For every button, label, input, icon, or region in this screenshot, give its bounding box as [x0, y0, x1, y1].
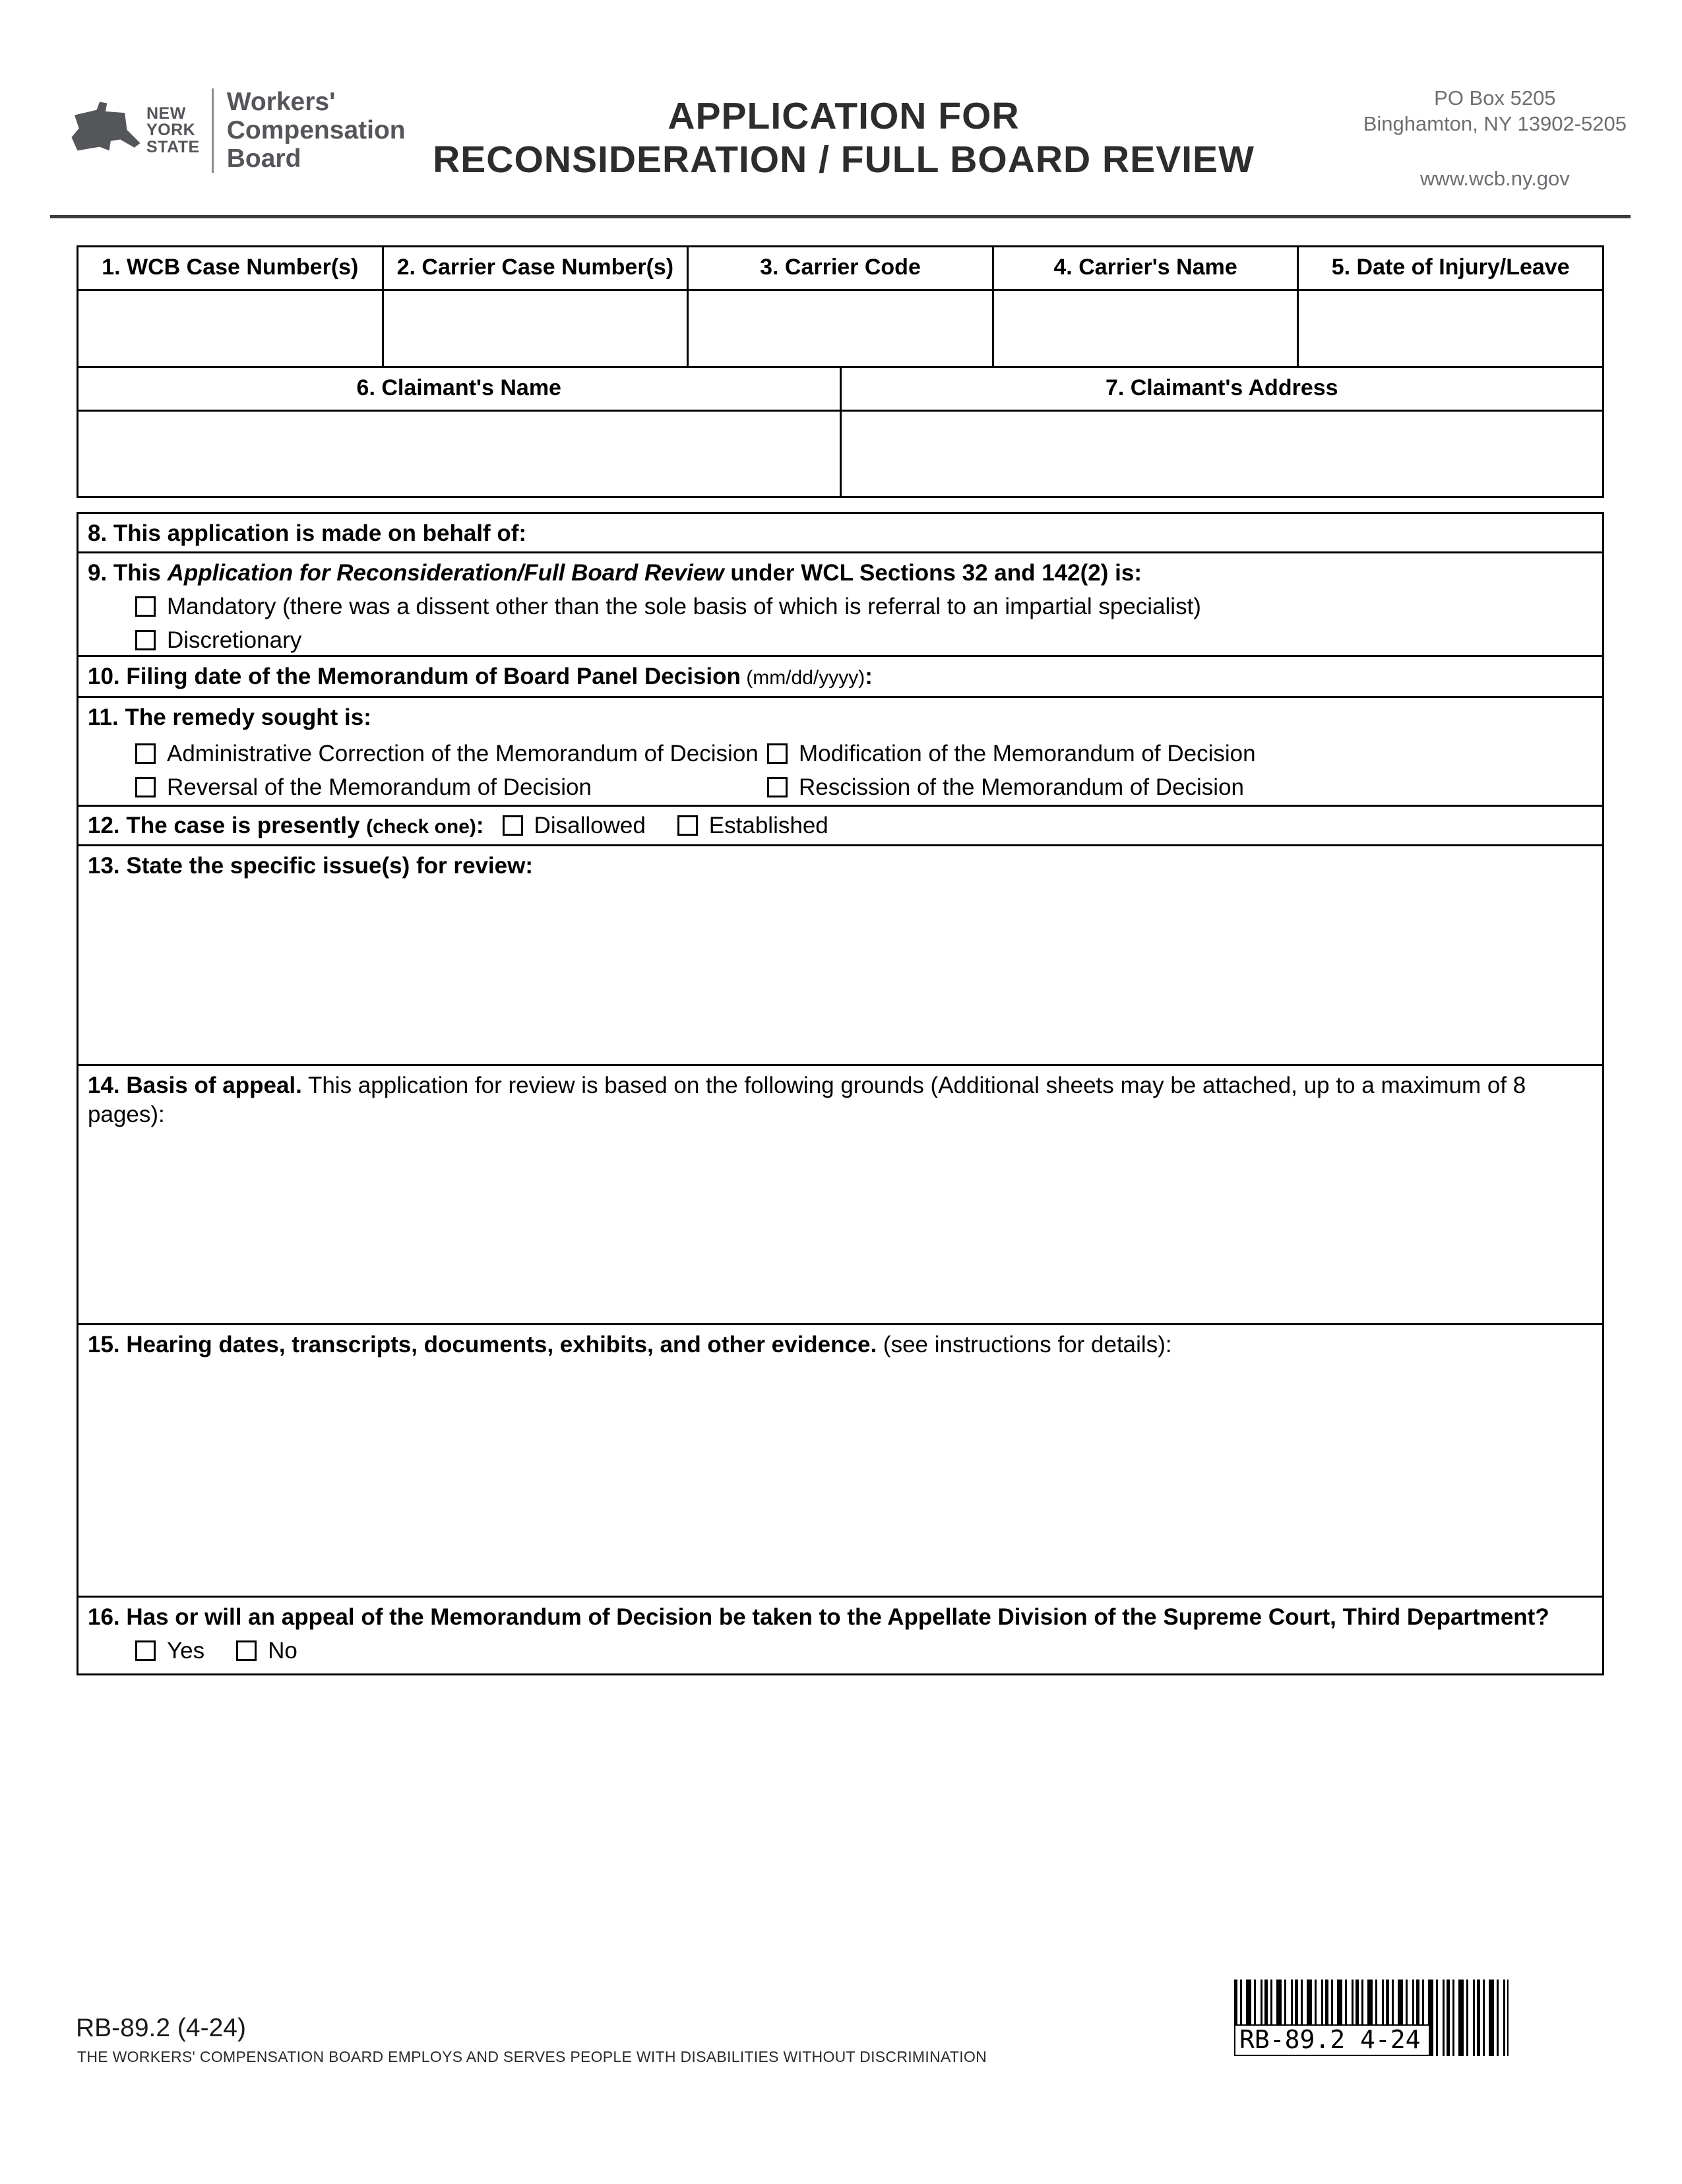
address-city: Binghamton, NY 13902-5205 — [1363, 111, 1627, 135]
remedy-options-left — [135, 735, 767, 802]
header — [50, 78, 1631, 218]
appeal-options — [135, 1637, 1593, 1666]
section-8-label: 8. This application is made on behalf of: — [88, 520, 527, 546]
checkbox-mandatory[interactable] — [135, 596, 156, 617]
address-po-box: PO Box 5205 — [1434, 86, 1556, 109]
ny-state-shape-icon — [69, 98, 142, 163]
section-14-label-bold: 14. Basis of appeal. — [88, 1073, 302, 1098]
section-9-label-suffix: under WCL Sections 32 and 142(2) is: — [724, 560, 1142, 586]
section-11-remedy — [78, 696, 1602, 805]
section-16-label: 16. Has or will an appeal of the Memorandum of Decision be taken to the Appellate Division of the Supreme Court, Third Department? — [88, 1604, 1549, 1630]
checkbox-appeal-yes[interactable] — [135, 1640, 156, 1661]
date-of-injury-input[interactable] — [1299, 291, 1602, 367]
section-15-label — [88, 1330, 1593, 1359]
field-label: 6. Claimant's Name — [78, 368, 840, 412]
logo-org-line: Compensation — [226, 115, 406, 144]
option-mandatory-label: Mandatory (there was a dissent other than the sole basis of which is referral to an impartial specialist) — [167, 593, 1201, 619]
checkbox-reversal[interactable] — [135, 777, 156, 797]
header-rule — [50, 215, 1631, 218]
section-9-application-type — [78, 551, 1602, 655]
field-label: 1. WCB Case Number(s) — [78, 247, 382, 291]
option-rescission-label: Rescission of the Memorandum of Decision — [799, 774, 1245, 800]
section-12-case-status — [78, 805, 1602, 844]
form-number: RB-89.2 (4-24) — [76, 2014, 246, 2042]
section-9-label — [88, 559, 1593, 588]
field-label: 5. Date of Injury/Leave — [1299, 247, 1602, 291]
section-16-appellate-appeal — [78, 1596, 1602, 1673]
checkbox-appeal-no[interactable] — [236, 1640, 257, 1661]
table-row — [77, 245, 1604, 368]
option-disallowed-label: Disallowed — [534, 812, 646, 838]
section-14-basis-of-appeal — [78, 1064, 1602, 1323]
website-url: www.wcb.ny.gov — [1419, 166, 1570, 190]
section-12-label-small: (check one) — [366, 815, 476, 838]
basis-of-appeal-input[interactable] — [88, 1129, 1593, 1319]
section-10-filing-date — [78, 655, 1602, 696]
issues-input[interactable] — [88, 881, 1593, 1059]
claimant-name-input[interactable] — [78, 412, 840, 497]
section-15-evidence — [78, 1323, 1602, 1596]
field-label: 7. Claimant's Address — [842, 368, 1603, 412]
checkbox-disallowed[interactable] — [503, 815, 523, 836]
field-label: 4. Carrier's Name — [994, 247, 1297, 291]
section-10-label — [88, 662, 873, 691]
checkbox-established[interactable] — [677, 815, 698, 836]
field-date-of-injury — [1299, 247, 1602, 366]
field-claimant-name — [78, 368, 842, 496]
checkbox-rescission[interactable] — [767, 777, 788, 797]
page-title — [354, 95, 1334, 181]
option-reversal — [135, 773, 767, 802]
logo-state-line: STATE — [146, 138, 200, 157]
logo-state-text — [146, 106, 200, 156]
section-13-issues — [78, 844, 1602, 1064]
option-modification — [767, 739, 1256, 768]
table-row — [77, 368, 1604, 498]
carrier-name-input[interactable] — [994, 291, 1297, 367]
option-discretionary — [135, 626, 1593, 655]
option-rescission — [767, 773, 1256, 802]
section-8-on-behalf-of — [78, 514, 1602, 551]
behalf-of-input[interactable] — [526, 519, 1593, 546]
option-yes-label: Yes — [167, 1637, 205, 1664]
section-9-label-prefix: 9. This — [88, 560, 168, 586]
field-carrier-code — [689, 247, 994, 366]
option-admin-correction — [135, 739, 767, 768]
carrier-code-input[interactable] — [689, 291, 992, 367]
option-admin-correction-label: Administrative Correction of the Memorandum of Decision — [167, 740, 759, 766]
section-12-label-colon: : — [476, 812, 484, 838]
evidence-input[interactable] — [88, 1359, 1593, 1590]
field-label: 3. Carrier Code — [689, 247, 992, 291]
section-10-label-bold: 10. Filing date of the Memorandum of Board Panel Decision — [88, 664, 741, 689]
board-address — [1363, 86, 1627, 191]
option-reversal-label: Reversal of the Memorandum of Decision — [167, 774, 592, 800]
field-carrier-case-number — [384, 247, 689, 366]
option-established-label: Established — [708, 812, 828, 838]
section-9-label-italic: Application for Reconsideration/Full Board Review — [167, 560, 724, 586]
logo-divider — [212, 88, 214, 173]
page-title-line1: APPLICATION FOR — [668, 95, 1020, 137]
option-modification-label: Modification of the Memorandum of Decision — [799, 740, 1256, 766]
wcb-case-number-input[interactable] — [78, 291, 382, 367]
section-15-label-bold: 15. Hearing dates, transcripts, documents, exhibits, and other evidence. — [88, 1332, 877, 1357]
option-mandatory — [135, 592, 1593, 621]
section-11-label: 11. The remedy sought is: — [88, 704, 371, 730]
filing-date-input[interactable] — [873, 662, 1593, 691]
checkbox-discretionary[interactable] — [135, 630, 156, 650]
section-12-label — [88, 811, 484, 840]
section-14-label-text: This application for review is based on the following grounds (Additional sheets may be attached, up to a maximum of 8 pages): — [88, 1073, 1526, 1127]
section-14-label — [88, 1071, 1593, 1129]
section-10-label-colon: : — [865, 664, 873, 689]
barcode-label: RB-89.2 4-24 — [1234, 2024, 1430, 2056]
logo-state-line: NEW — [146, 104, 186, 123]
section-12-label-bold: 12. The case is presently — [88, 812, 367, 838]
form-sections — [77, 512, 1604, 1675]
logo-state-line: YORK — [146, 121, 196, 140]
field-carrier-name — [994, 247, 1299, 366]
case-info-table — [77, 245, 1604, 498]
eeo-statement: THE WORKERS' COMPENSATION BOARD EMPLOYS AND SERVES PEOPLE WITH DISABILITIES WITHOUT DISCRIMINATION — [77, 2048, 987, 2065]
field-label: 2. Carrier Case Number(s) — [384, 247, 687, 291]
option-no-label: No — [268, 1637, 297, 1664]
section-10-label-small: (mm/dd/yyyy) — [740, 667, 865, 689]
option-discretionary-label: Discretionary — [167, 627, 302, 653]
claimant-address-input[interactable] — [842, 412, 1603, 497]
logo-org-line: Board — [226, 144, 301, 173]
logo-org-line: Workers' — [226, 88, 336, 116]
section-15-label-text: (see instructions for details): — [877, 1332, 1172, 1357]
page-title-line2: RECONSIDERATION / FULL BOARD REVIEW — [433, 138, 1255, 181]
checkbox-admin-correction[interactable] — [135, 743, 156, 764]
barcode — [1234, 1980, 1509, 2056]
field-claimant-address — [842, 368, 1603, 496]
remedy-options — [88, 735, 1593, 802]
checkbox-modification[interactable] — [767, 743, 788, 764]
field-wcb-case-number — [78, 247, 384, 366]
section-13-label: 13. State the specific issue(s) for review: — [88, 853, 533, 879]
carrier-case-number-input[interactable] — [384, 291, 687, 367]
remedy-options-right — [767, 735, 1256, 802]
